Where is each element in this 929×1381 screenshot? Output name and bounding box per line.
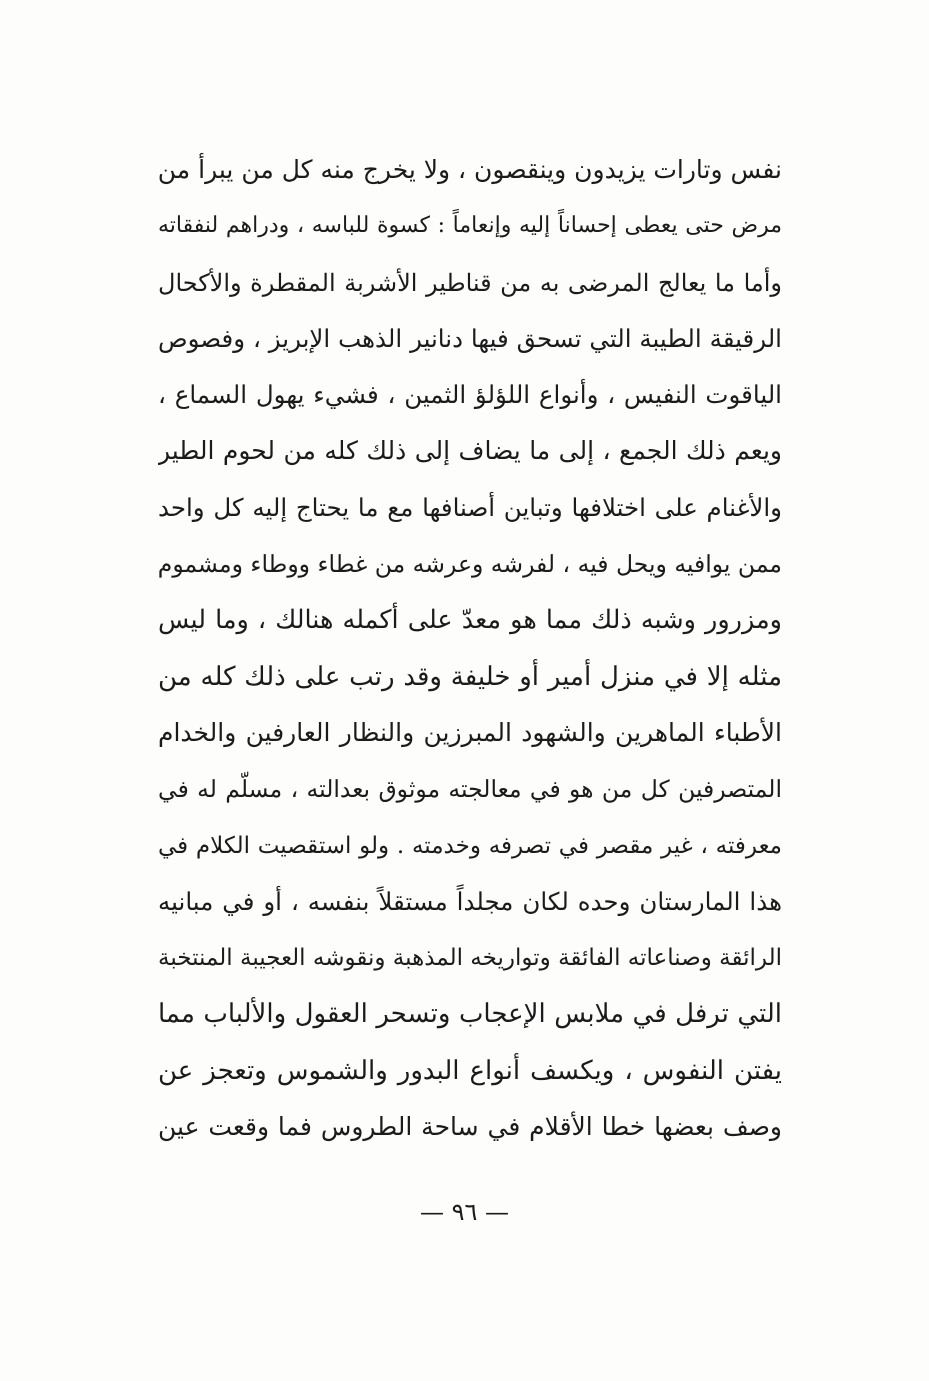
text-line-8: ممن يوافيه ويحل فيه ، لفرشه وعرشه من غطاء ووطاء ومشموم [158,550,782,579]
page-number: — ٩٦ — [419,1198,510,1226]
text-line-7: والأغنام على اختلافها وتباين أصنافها مع ما يحتاج إليه كل واحد [158,492,782,522]
text-line-18: وصف بعضها خطا الأقلام في ساحة الطروس فما وقعت عين [158,1112,782,1142]
text-line-9: ومزرور وشبه ذلك مما هو معدّ على أكمله هنالك ، وما ليس [158,605,782,636]
text-line-6: ويعم ذلك الجمع ، إلى ما يضاف إلى ذلك كله من لحوم الطير [158,436,782,466]
text-line-4: الرقيقة الطيبة التي تسحق فيها دنانير الذهب الإبريز ، وفصوص [158,323,782,353]
text-line-11: الأطباء الماهرين والشهود المبرزين والنظار العارفين والخدام [158,717,782,747]
text-line-5: الياقوت النفيس ، وأنواع اللؤلؤ الثمين ، فشيء يهول السماع ، [158,380,782,410]
text-line-1: نفس وتارات يزيدون وينقصون ، ولا يخرج منه كل من يبرأ من [158,155,782,184]
text-line-3: وأما ما يعالج المرضى به من قناطير الأشربة المقطرة والأكحال [158,268,782,297]
text-line-10: مثله إلا في منزل أمير أو خليفة وقد رتب على ذلك كله من [158,661,782,692]
text-line-17: يفتن النفوس ، ويكسف أنواع البدور والشموس وتعجز عن [158,1055,782,1086]
text-line-13: معرفته ، غير مقصر في تصرفه وخدمته . ولو استقصيت الكلام في [158,832,782,859]
text-line-2: مرض حتى يعطى إحساناً إليه وإنعاماً : كسوة للباسه ، ودراهم لنفقاته [158,213,782,239]
body-text [158,142,782,1155]
text-line-14: هذا المارستان وحده لكان مجلداً مستقلاً بنفسه ، أو في مبانيه [158,886,782,916]
text-line-16: التي ترفل في ملابس الإعجاب وتسحر العقول والألباب مما [158,999,782,1030]
text-line-15: الرائقة وصناعاته الفائقة وتواريخه المذهبة ونقوشه العجيبة المنتخبة [158,945,782,972]
text-line-12: المتصرفين كل من هو في معالجته موثوق بعدالته ، مسلّم له في [158,775,782,804]
